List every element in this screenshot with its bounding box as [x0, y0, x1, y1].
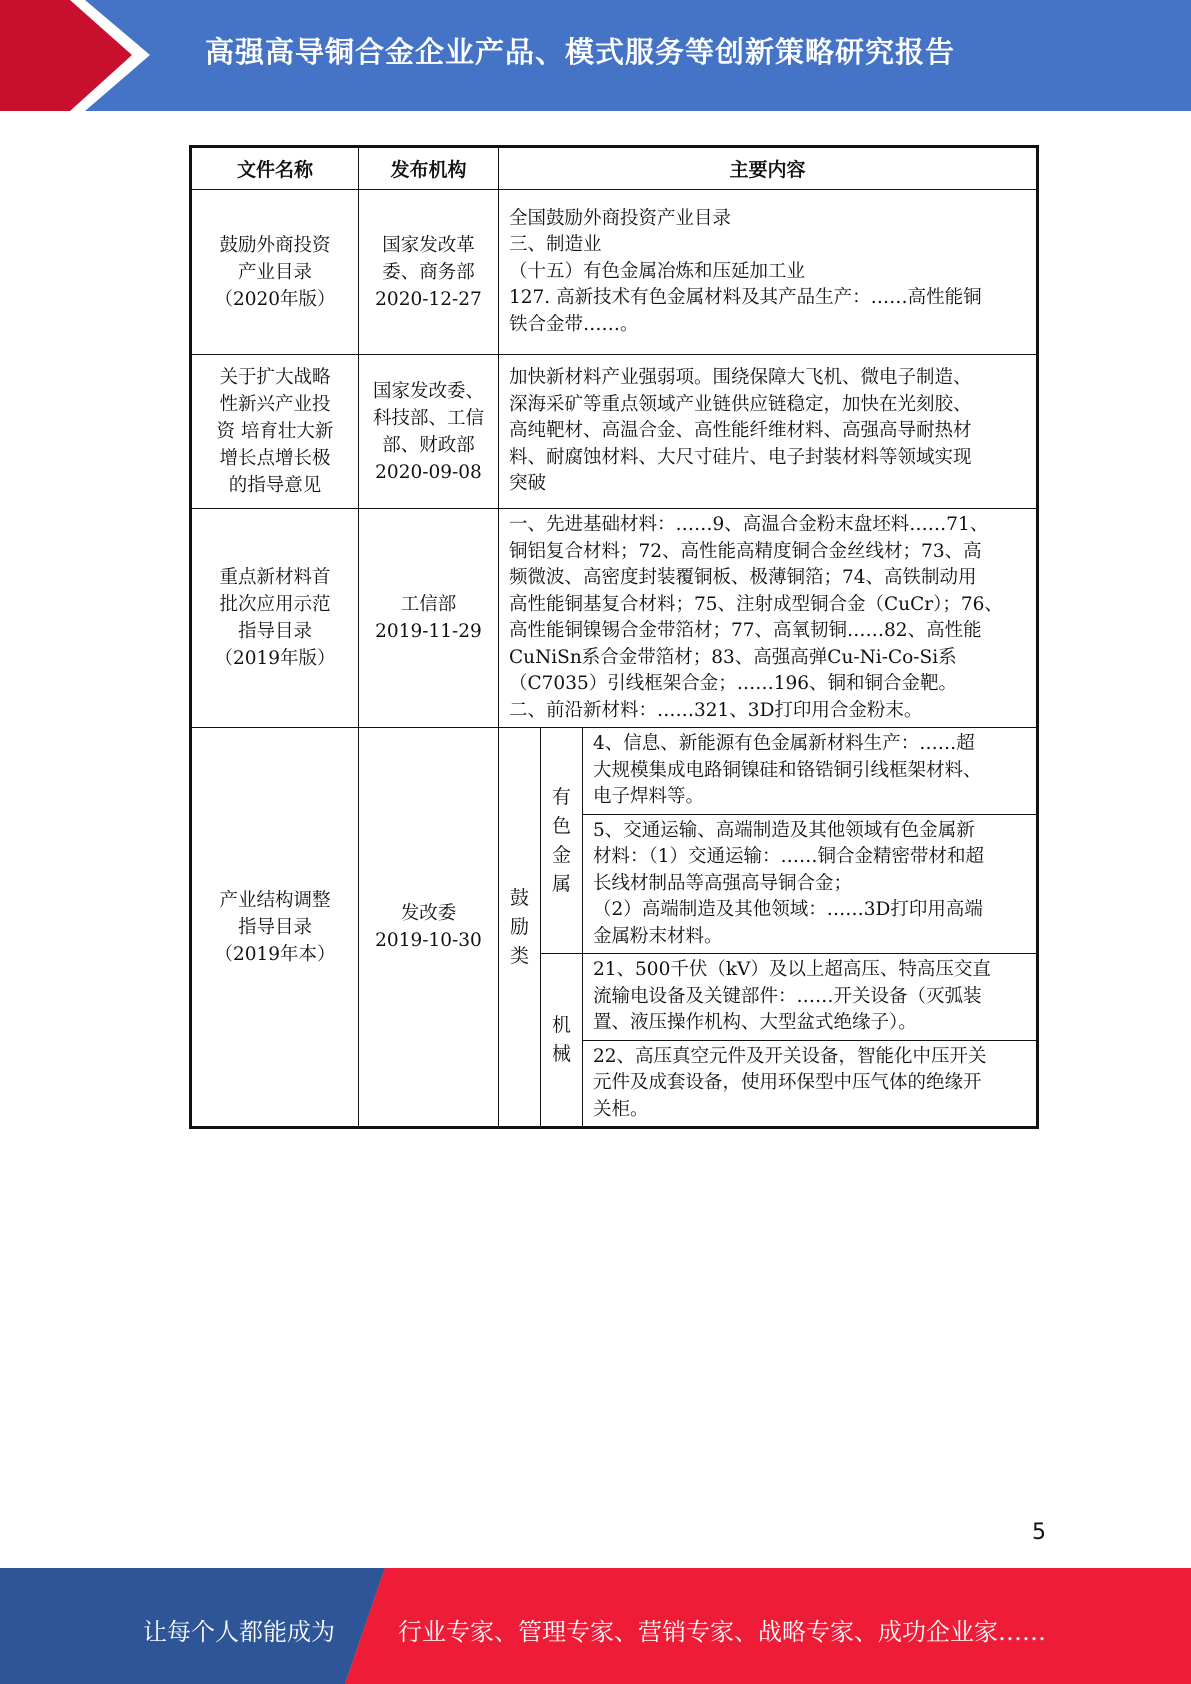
publisher-line: 委、商务部 [382, 261, 475, 283]
group-label-char: 机 [551, 1014, 571, 1036]
item-line: 元件及成套设备，使用环保型中压气体的绝缘开 [593, 1072, 982, 1093]
content-line: 突破 [509, 473, 547, 495]
header-publisher: 发布机构 [359, 147, 499, 190]
content-line: 铜铝复合材料；72、高性能高精度铜合金丝线材；73、高 [509, 540, 982, 562]
category-char: 鼓 [509, 886, 529, 909]
publisher-line: 2020-09-08 [375, 461, 482, 483]
item-line: 长线材制品等高强高导铜合金； [593, 872, 853, 894]
doc-name-cell [191, 728, 359, 1128]
group-label-char: 械 [551, 1043, 571, 1065]
content-line: 高纯靶材、高温合金、高性能纤维材料、高强高导耐热材 [509, 420, 972, 442]
group-label-char: 金 [551, 843, 571, 866]
table-header-row [191, 147, 1038, 190]
content-line: 高性能铜镍锡合金带箔材；77、高氧韧铜……82、高性能 [509, 620, 982, 641]
item-line: 关柜。 [593, 1098, 649, 1120]
item-line: 置、液压操作机构、大型盆式绝缘子）。 [593, 1012, 917, 1033]
item-cell [583, 728, 1038, 815]
doc-name-line: 关于扩大战略 [219, 367, 331, 388]
doc-name-line: 资 培育壮大新 [216, 421, 334, 442]
item-line: 电子焊料等。 [593, 786, 705, 807]
item-line: 材料：（1）交通运输：……铜合金精密带材和超 [593, 846, 985, 867]
content-line: 一、先进基础材料：……9、高温合金粉末盘坯料……71、 [509, 514, 989, 535]
table-row [191, 190, 1038, 355]
doc-name-line: 指导目录 [237, 916, 312, 938]
category-char: 励 [509, 915, 529, 938]
group-label-cell [541, 728, 583, 954]
item-line: 4、信息、新能源有色金属新材料生产：……超 [593, 733, 975, 754]
footer-band [0, 1568, 1191, 1684]
content-line: 高性能铜基复合材料；75、注射成型铜合金（CuCr）；76、 [509, 593, 1003, 615]
report-title: 高强高导铜合金企业产品、模式服务等创新策略研究报告 [205, 35, 956, 69]
publisher-line: 国家发改委、 [372, 380, 484, 402]
category-cell [499, 728, 541, 1128]
doc-name-line: 重点新材料首 [219, 567, 331, 588]
content-cell [499, 509, 1038, 728]
footer-slogan-right: 行业专家、管理专家、营销专家、战略专家、成功企业家…… [398, 1618, 1046, 1646]
item-line: 21、500千伏（kV）及以上超高压、特高压交直 [593, 959, 991, 980]
policy-table [189, 145, 1039, 1129]
publisher-cell [359, 728, 499, 1128]
doc-name-cell [191, 190, 359, 355]
doc-name-line: （2020年版） [214, 288, 336, 310]
item-line: 22、高压真空元件及开关设备，智能化中压开关 [593, 1045, 987, 1067]
header-file-name: 文件名称 [191, 147, 359, 190]
item-line: 大规模集成电路铜镍硅和铬锆铜引线框架材料、 [593, 759, 982, 781]
doc-name-line: 产业结构调整 [219, 889, 331, 911]
content-line: 加快新材料产业强弱项。围绕保障大飞机、微电子制造、 [509, 367, 972, 389]
content-line: CuNiSn系合金带箔材；83、高强高弹Cu-Ni-Co-Si系 [509, 646, 957, 668]
content-cell [499, 355, 1038, 509]
table-row [191, 355, 1038, 509]
content-cell [499, 190, 1038, 355]
item-line: 5、交通运输、高端制造及其他领域有色金属新 [593, 819, 975, 841]
footer-slogan-left: 让每个人都能成为 [143, 1618, 335, 1646]
publisher-line: 2019-11-29 [375, 621, 482, 642]
publisher-line: 2019-10-30 [375, 930, 482, 951]
table-row [191, 509, 1038, 728]
publisher-line: 科技部、工信 [372, 407, 484, 429]
header-main-content: 主要内容 [499, 147, 1038, 190]
publisher-cell [359, 355, 499, 509]
group-label-char: 属 [551, 872, 571, 895]
header-arrow-icon [0, 0, 160, 111]
item-cell [583, 954, 1038, 1041]
content-line: 深海采矿等重点领域产业链供应链稳定，加快在光刻胶、 [509, 393, 972, 415]
group-label-char: 色 [551, 814, 571, 837]
publisher-line: 2020-12-27 [375, 288, 482, 310]
content-line: 料、耐腐蚀材料、大尺寸硅片、电子封装材料等领域实现 [509, 446, 972, 468]
content-line: 127. 高新技术有色金属材料及其产品生产：……高性能铜 [509, 287, 982, 309]
content-line: 铁合金带……。 [509, 313, 639, 335]
content-line: （C7035）引线框架合金；……196、铜和铜合金靶。 [509, 673, 958, 694]
publisher-line: 部、财政部 [382, 434, 475, 456]
content-line: （十五）有色金属冶炼和压延加工业 [509, 260, 806, 282]
header-band [0, 0, 1191, 111]
publisher-cell [359, 190, 499, 355]
item-line: 流输电设备及关键部件：……开关设备（灭弧装 [593, 985, 982, 1007]
doc-name-line: 批次应用示范 [219, 594, 331, 615]
doc-name-line: 增长点增长极 [219, 448, 331, 469]
publisher-line: 工信部 [400, 594, 457, 615]
item-cell [583, 814, 1038, 954]
doc-name-line: 指导目录 [237, 621, 312, 642]
item-line: 金属粉末材料。 [593, 925, 723, 947]
doc-name-line: （2019年本） [214, 943, 336, 965]
content-line: 频微波、高密度封装覆铜板、极薄铜箔；74、高铁制动用 [509, 567, 977, 588]
item-line: （2）高端制造及其他领域：……3D打印用高端 [593, 899, 983, 920]
doc-name-line: （2019年版） [214, 648, 336, 669]
publisher-cell [359, 509, 499, 728]
group-label-cell [541, 954, 583, 1128]
doc-name-cell [191, 509, 359, 728]
group-label-char: 有 [551, 785, 571, 808]
table-row [191, 728, 1038, 815]
doc-name-line: 性新兴产业投 [219, 394, 331, 415]
content-line: 二、前沿新材料：……321、3D打印用合金粉末。 [509, 699, 923, 721]
publisher-line: 国家发改革 [382, 234, 475, 256]
doc-name-line: 的指导意见 [228, 475, 322, 496]
content-line: 三、制造业 [509, 234, 602, 256]
doc-name-line: 鼓励外商投资 [219, 234, 331, 256]
page-number: 5 [1032, 1520, 1046, 1545]
doc-name-line: 产业目录 [237, 261, 312, 283]
doc-name-cell [191, 355, 359, 509]
category-char: 类 [509, 944, 529, 967]
publisher-line: 发改委 [400, 903, 457, 924]
item-cell [583, 1040, 1038, 1128]
content-line: 全国鼓励外商投资产业目录 [509, 207, 732, 229]
